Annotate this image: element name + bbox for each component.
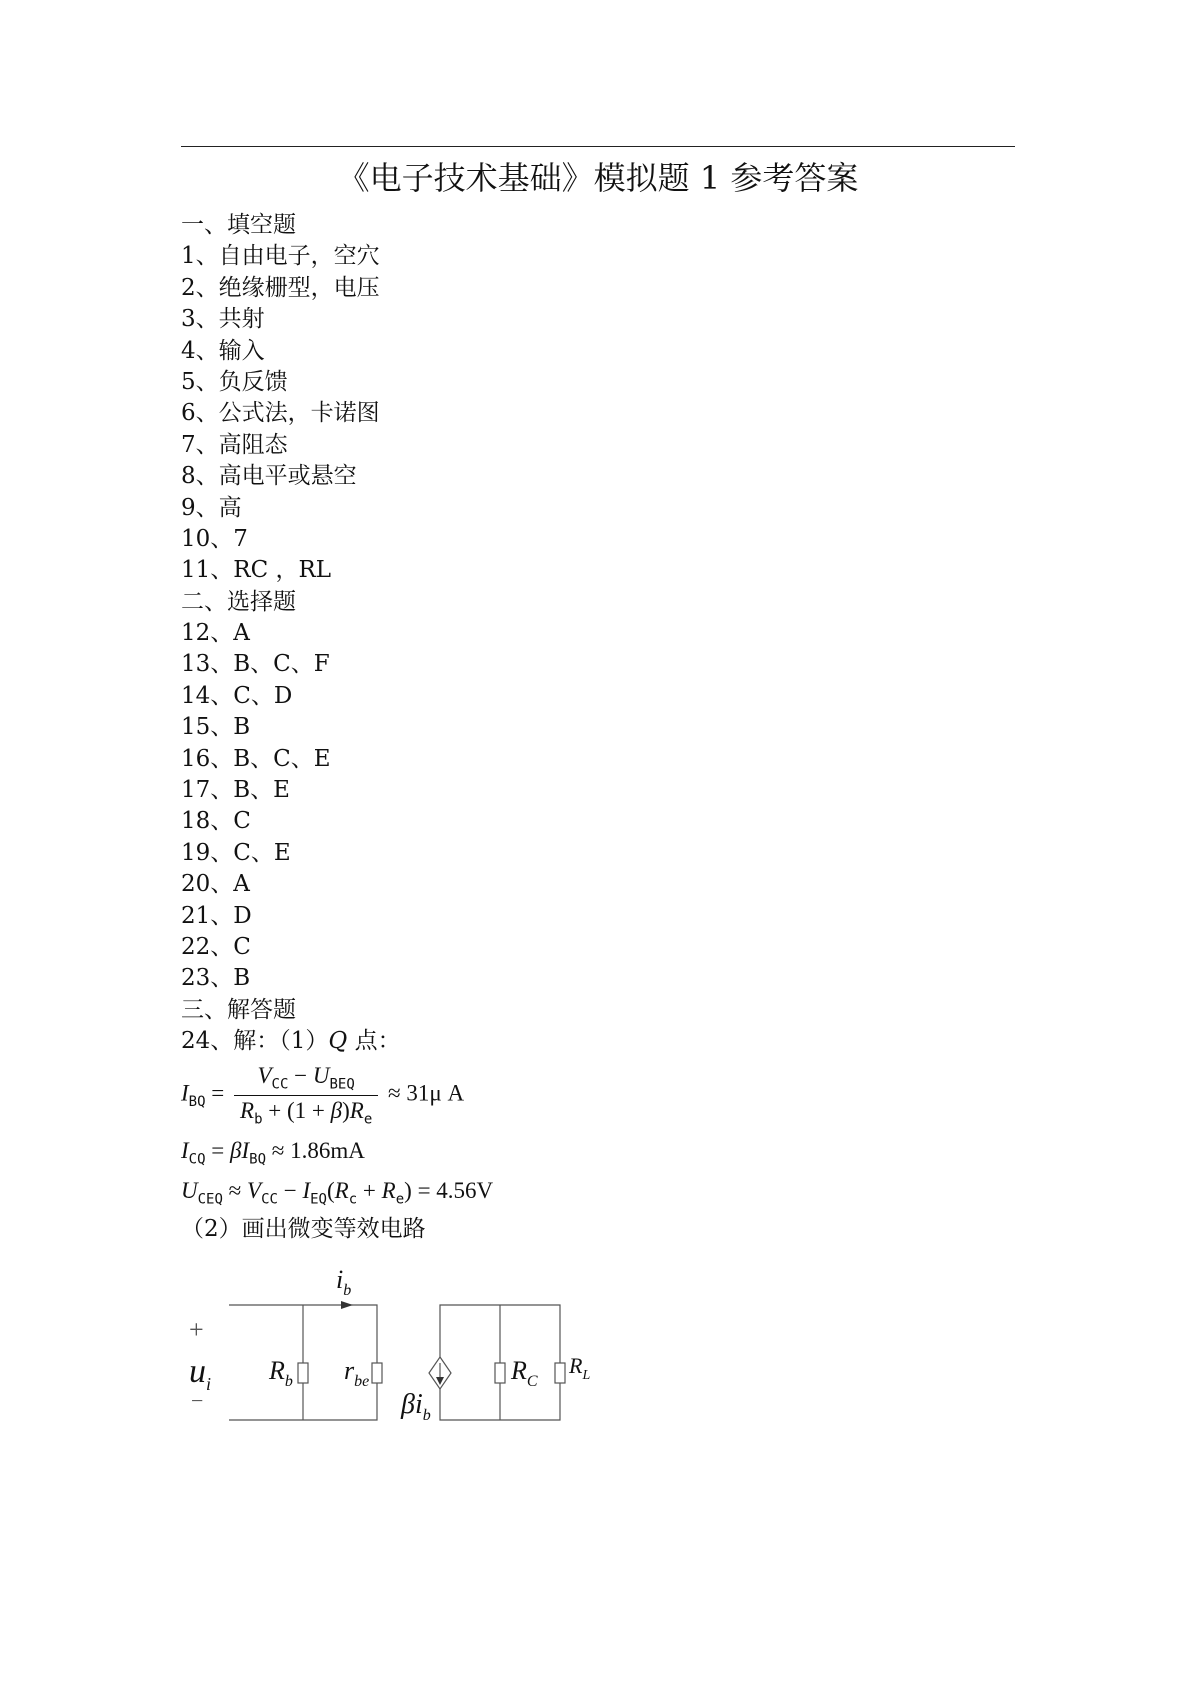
answer-line: 6、公式法，卡诺图 — [181, 400, 380, 427]
answer-line: 19、C、E — [181, 839, 291, 866]
answer-line-24 — [181, 1026, 401, 1057]
denominator: $R_b + (1 + \beta)R_e$ — [240, 1097, 373, 1128]
answer-list — [181, 210, 401, 1058]
answer-line: 4、输入 — [181, 337, 265, 364]
answer-line: 15、B — [181, 714, 251, 741]
rc-resistor — [495, 1363, 505, 1383]
section-heading: 二、选择题 — [181, 588, 296, 615]
ib-label: $i_b$ — [336, 1265, 352, 1299]
answer-line: 16、B、C、E — [181, 745, 331, 772]
answer-line: 21、D — [181, 902, 252, 929]
q24-tail: 点： — [347, 1028, 401, 1055]
answer-line: 17、B、E — [181, 777, 290, 804]
fraction — [234, 1063, 378, 1127]
rl-label: $R_L$ — [569, 1353, 591, 1383]
answer-line: 9、高 — [181, 494, 242, 521]
answer-line: 7、高阻态 — [181, 431, 288, 458]
numerator: $V_{CC} - U_{BEQ}$ — [234, 1063, 378, 1096]
rl-resistor — [555, 1363, 565, 1383]
page-title: 《电子技术基础》模拟题 1 参考答案 — [337, 159, 859, 197]
answer-line: 22、C — [181, 933, 251, 960]
answer-line: 3、共射 — [181, 306, 265, 333]
equation-uceq: $U_{CEQ} \approx V_{CC} - I_{EQ}(R_c + R_e) = 4.56V$ — [181, 1178, 494, 1208]
ui-label: $u_i$ — [189, 1353, 212, 1394]
rc-label: $R_C$ — [511, 1356, 538, 1390]
rbe-label: $r_{be}$ — [344, 1356, 370, 1390]
q-point-symbol: Q — [328, 1028, 348, 1055]
answer-line: 12、A — [181, 620, 250, 647]
q24-lead: 24、解：（1） — [181, 1028, 329, 1055]
equation-ibq: $I_{BQ}$ = $\frac{V_{CC} - U_{BEQ}}{R_b + (1 + \beta)R_e}$ ≈ 31μ A — [181, 1063, 465, 1128]
ib-arrow-head — [341, 1301, 353, 1309]
rb-label: $R_b$ — [269, 1356, 293, 1390]
answer-line: 20、A — [181, 871, 250, 898]
beta-ib-label: $\beta i_b$ — [401, 1389, 431, 1424]
answer-line: 10、7 — [181, 525, 248, 552]
equivalent-circuit-diagram — [181, 1255, 621, 1440]
answer-line: 11、RC ，RL — [181, 557, 332, 584]
rb-resistor — [298, 1363, 308, 1383]
answer-line: 18、C — [181, 808, 251, 835]
answer-line: 1、自由电子，空穴 — [181, 243, 380, 270]
plus-sign: + — [189, 1315, 204, 1344]
answer-line: 14、C、D — [181, 682, 293, 709]
answer-line: 8、高电平或悬空 — [181, 463, 357, 490]
answer-line: 23、B — [181, 965, 251, 992]
part-2-heading: （2）画出微变等效电路 — [181, 1216, 426, 1242]
answer-line: 5、负反馈 — [181, 368, 288, 395]
equation-icq: $I_{CQ} = \beta I_{BQ} \approx 1.86mA$ — [181, 1138, 365, 1168]
answer-line: 2、绝缘栅型，电压 — [181, 274, 380, 301]
answer-line: 13、B、C、F — [181, 651, 330, 678]
rbe-resistor — [372, 1363, 382, 1383]
section-heading: 三、解答题 — [181, 996, 296, 1023]
minus-sign: − — [191, 1388, 204, 1413]
header-rule — [181, 146, 1015, 147]
section-heading: 一、填空题 — [181, 212, 296, 238]
